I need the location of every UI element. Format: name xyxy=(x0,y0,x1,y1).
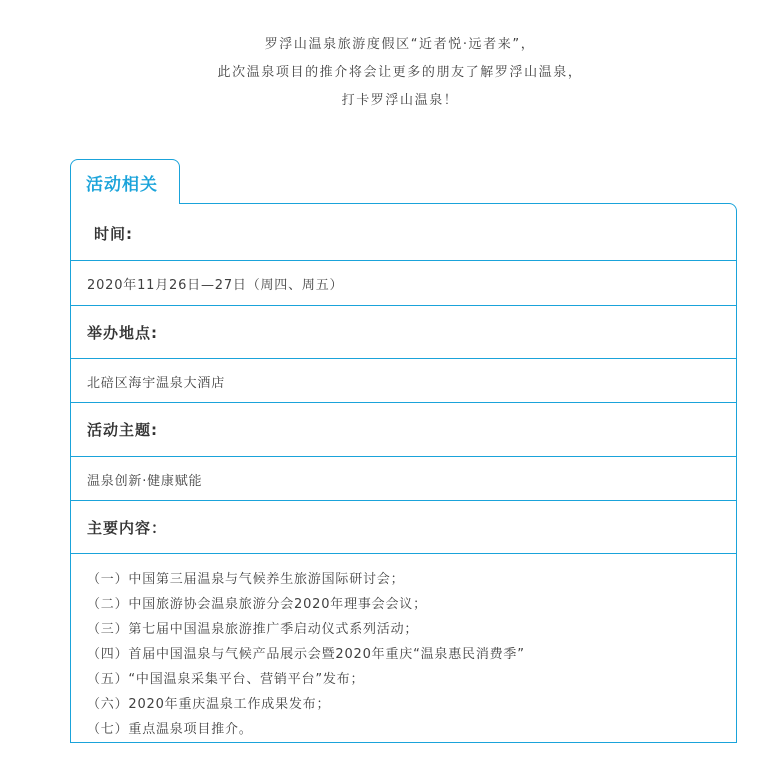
intro-line: 罗浮山温泉旅游度假区“近者悦·远者来”， xyxy=(264,37,536,52)
theme-value-row xyxy=(71,457,736,501)
content-heading-row xyxy=(71,501,736,554)
intro-line: 此次温泉项目的推介将会让更多的朋友了解罗浮山温泉， xyxy=(217,65,583,80)
content-list xyxy=(87,567,525,742)
section-tab-label: 活动相关 xyxy=(86,175,158,195)
time-heading: 时间: xyxy=(94,225,133,243)
content-item: （四）首届中国温泉与气候产品展示会暨2020年重庆“温泉惠民消费季” xyxy=(87,647,525,662)
time-heading-row xyxy=(71,204,736,261)
venue-heading-row xyxy=(71,306,736,359)
section-tab xyxy=(70,159,180,204)
venue-value-row xyxy=(71,359,736,403)
theme-heading: 活动主题: xyxy=(87,421,158,439)
content-item: （六）2020年重庆温泉工作成果发布； xyxy=(87,697,331,712)
event-info-panel xyxy=(70,203,737,743)
theme-heading-row xyxy=(71,403,736,457)
content-item: （七）重点温泉项目推介。 xyxy=(87,722,253,737)
theme-value: 温泉创新·健康赋能 xyxy=(87,474,203,489)
venue-value: 北碚区海宇温泉大酒店 xyxy=(87,376,226,391)
content-item: （三）第七届中国温泉旅游推广季启动仪式系列活动； xyxy=(87,622,419,637)
content-item: （二）中国旅游协会温泉旅游分会2020年理事会会议； xyxy=(87,597,427,612)
time-value: 2020年11月26日—27日（周四、周五） xyxy=(87,278,344,293)
intro-paragraph xyxy=(0,34,758,118)
time-value-row xyxy=(71,261,736,306)
content-item: （五）“中国温泉采集平台、营销平台”发布； xyxy=(87,672,365,687)
content-item: （一）中国第三届温泉与气候养生旅游国际研讨会； xyxy=(87,572,405,587)
content-list-row xyxy=(71,554,736,743)
intro-line: 打卡罗浮山温泉！ xyxy=(341,93,459,108)
content-heading: 主要内容： xyxy=(87,519,168,537)
venue-heading: 举办地点: xyxy=(87,324,158,342)
